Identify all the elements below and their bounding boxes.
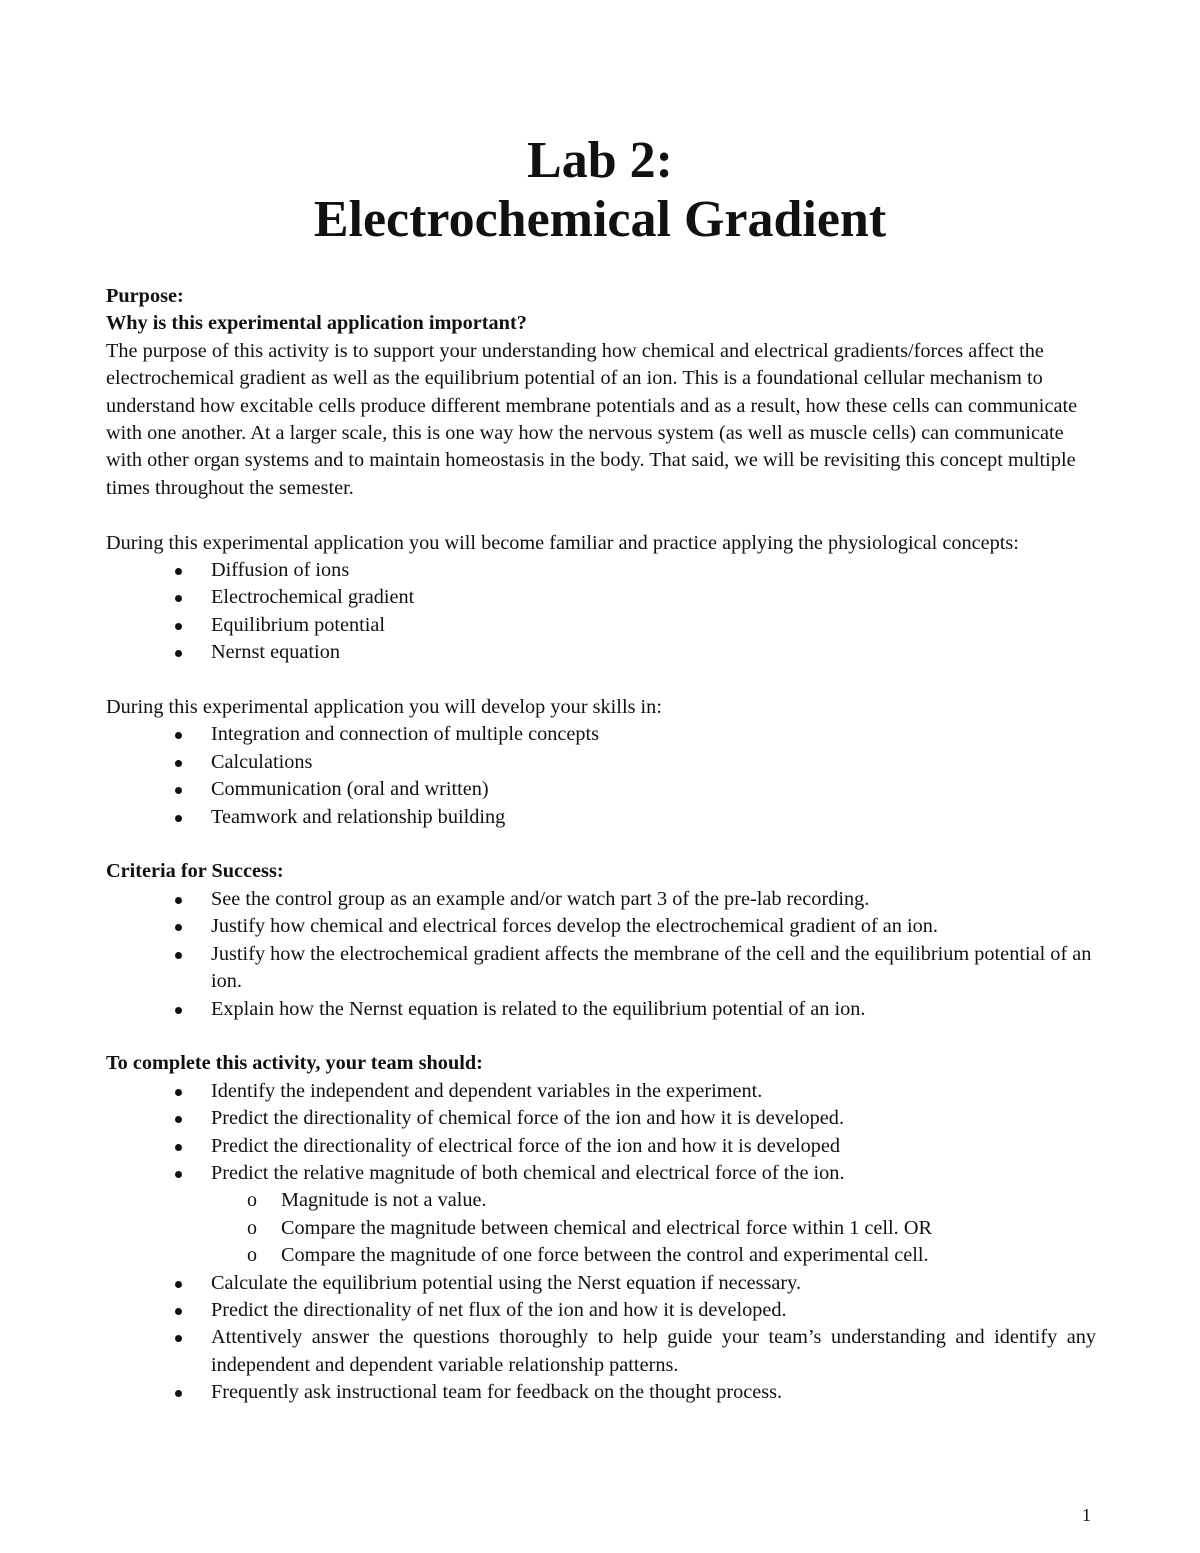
- list-item: Justify how the electrochemical gradient affects the membrane of the cell and the equilibrium potential of an ion.: [105, 941, 1096, 996]
- list-item: See the control group as an example and/or watch part 3 of the pre-lab recording.: [105, 886, 1096, 913]
- sub-list-item: o Magnitude is not a value.: [210, 1187, 1096, 1214]
- list-item: Justify how chemical and electrical forces develop the electrochemical gradient of an ion.: [105, 913, 1096, 940]
- list-item: Equilibrium potential: [105, 612, 1096, 639]
- list-item: Predict the directionality of net flux of the ion and how it is developed.: [105, 1297, 1096, 1324]
- list-item: Frequently ask instructional team for feedback on the thought process.: [105, 1379, 1096, 1406]
- purpose-heading: Purpose:: [106, 285, 184, 307]
- title-line-1: Lab 2:: [527, 132, 673, 189]
- complete-list: [106, 1078, 1096, 1407]
- purpose-paragraph: The purpose of this activity is to support your understanding how chemical and electrical gradients/forces affect the electrochemical gradient as well as the equilibrium potential of an ion. This is a foundational cellular mechanism to understand how excitable cells produce different membrane potentials and as a result, how these cells can communicate with one another. At a larger scale, this is one way how the nervous system (as well as muscle cells) can communicate with other organ systems and to maintain homeostasis in the body. That said, we will be revisiting this concept multiple times throughout the semester.: [106, 339, 1078, 499]
- list-item: Predict the directionality of chemical force of the ion and how it is developed.: [105, 1105, 1096, 1132]
- sub-list-item: o Compare the magnitude between chemical and electrical force within 1 cell. OR: [210, 1215, 1096, 1242]
- list-item: Nernst equation: [105, 639, 1096, 666]
- purpose-question: Why is this experimental application important?: [106, 312, 527, 335]
- magnitude-sublist: [211, 1187, 1096, 1269]
- list-item: Calculations: [105, 749, 1096, 776]
- spacer: [106, 667, 1096, 694]
- skills-list: [106, 721, 1096, 831]
- criteria-list: [106, 886, 1096, 1023]
- list-item: Predict the directionality of electrical force of the ion and how it is developed: [105, 1133, 1096, 1160]
- list-item: Integration and connection of multiple concepts: [105, 721, 1096, 748]
- complete-heading: To complete this activity, your team should:: [106, 1052, 483, 1075]
- concepts-list: [106, 557, 1096, 667]
- title-line-2: Electrochemical Gradient: [313, 191, 887, 248]
- list-item: Electrochemical gradient: [105, 584, 1096, 611]
- page-number: 1: [1082, 1505, 1091, 1525]
- list-item-with-subitems: [105, 1160, 1096, 1270]
- spacer: [106, 831, 1096, 858]
- list-item: Attentively answer the questions thoroughly to help guide your team’s understanding and identify any independent and dependent variable relationship patterns.: [105, 1324, 1096, 1379]
- concepts-intro: During this experimental application you will become familiar and practice applying the physiological concepts:: [106, 531, 1019, 554]
- list-item: Diffusion of ions: [105, 557, 1096, 584]
- list-item-text: Predict the relative magnitude of both chemical and electrical force of the ion.: [211, 1161, 845, 1184]
- list-item: Communication (oral and written): [105, 776, 1096, 803]
- document-body: [106, 283, 1096, 1407]
- sub-list-item: o Compare the magnitude of one force between the control and experimental cell.: [210, 1242, 1096, 1269]
- list-item: Teamwork and relationship building: [105, 804, 1096, 831]
- list-item: Calculate the equilibrium potential using the Nerst equation if necessary.: [105, 1270, 1096, 1297]
- criteria-heading: Criteria for Success:: [106, 860, 284, 883]
- list-item: Explain how the Nernst equation is related to the equilibrium potential of an ion.: [105, 996, 1096, 1023]
- skills-intro: During this experimental application you will develop your skills in:: [106, 696, 662, 719]
- spacer: [106, 502, 1096, 529]
- spacer: [106, 1023, 1096, 1050]
- list-item: Identify the independent and dependent variables in the experiment.: [105, 1078, 1096, 1105]
